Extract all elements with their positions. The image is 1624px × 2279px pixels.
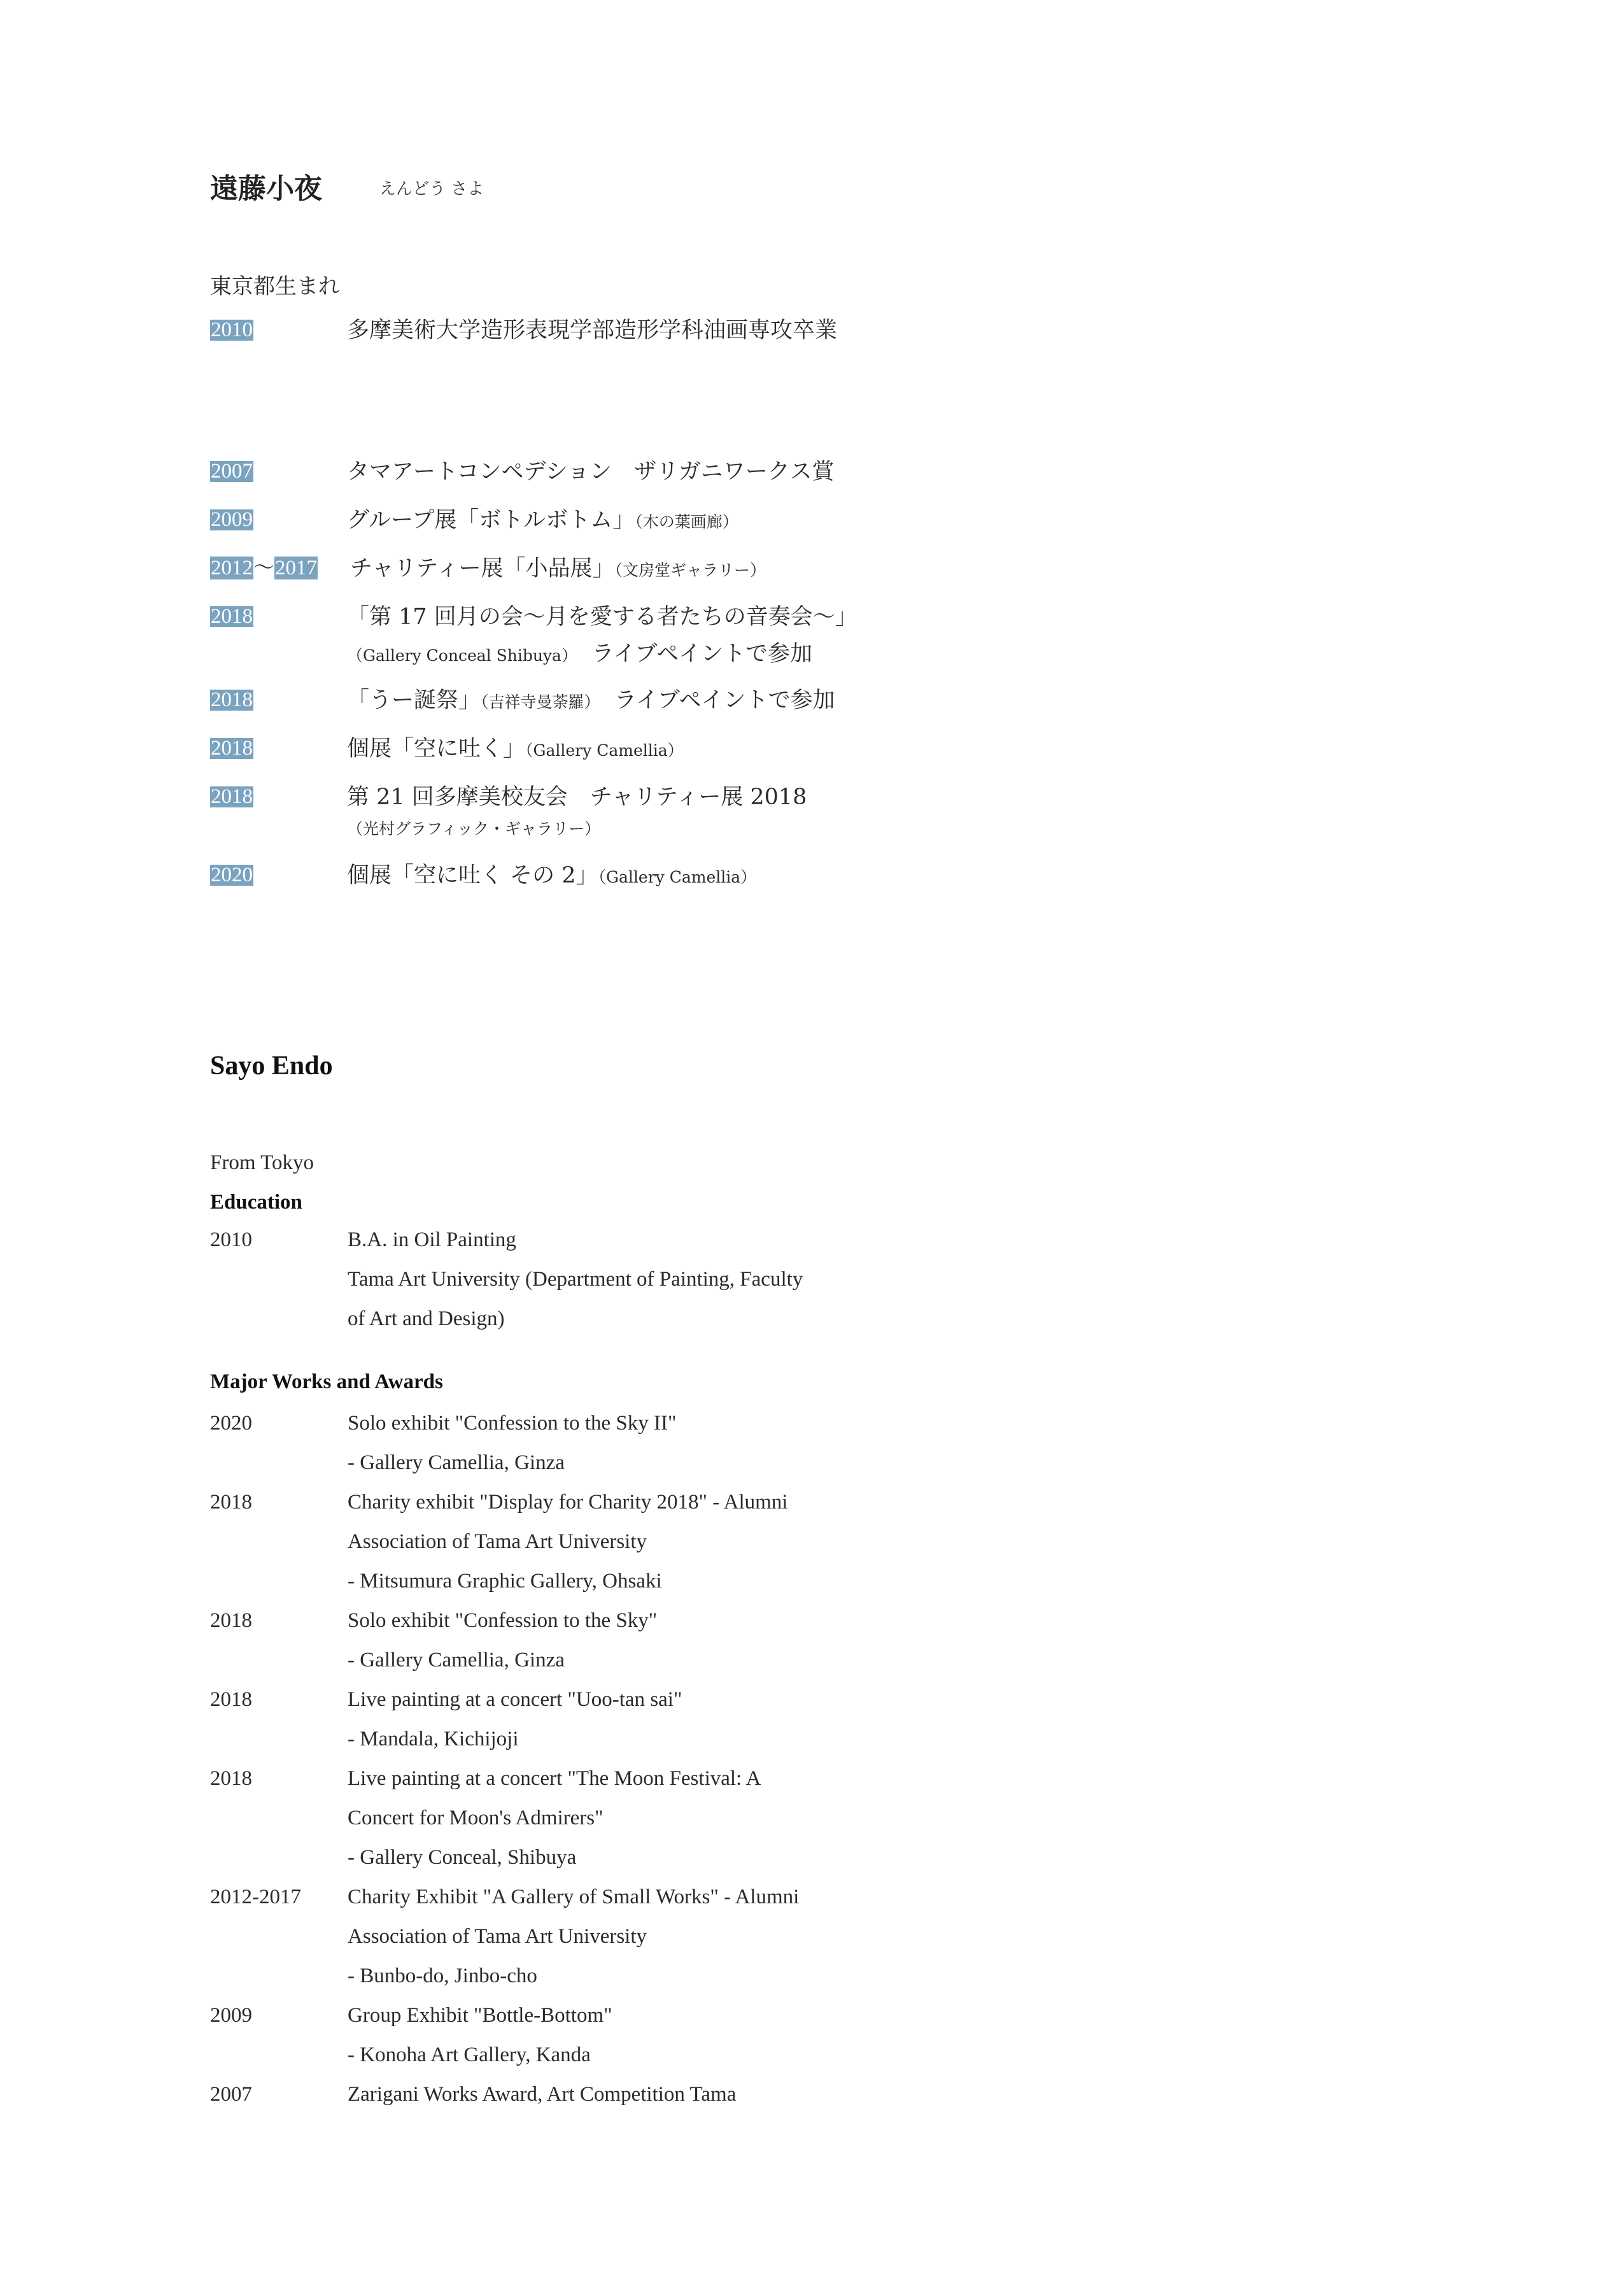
japanese-name: 遠藤小夜	[210, 173, 322, 205]
year-highlight: 2018	[211, 785, 253, 808]
year-highlight: 2018	[211, 737, 253, 760]
entry-line: Association of Tama Art University	[348, 1530, 647, 1553]
entry-year: 2020	[210, 1412, 252, 1435]
entry-line: B.A. in Oil Painting	[348, 1228, 516, 1251]
year-highlight: 2018	[211, 688, 253, 711]
year-separator: ～	[253, 557, 274, 579]
year-highlight: 2007	[211, 460, 253, 483]
item-text: チャリティー展「小品展」	[350, 556, 615, 581]
item-text: グループ展「ボトルボトム」	[347, 508, 635, 533]
entry-line: - Bunbo-do, Jinbo-cho	[348, 1964, 537, 1987]
entry-year: 2010	[210, 1228, 252, 1251]
entry-line: - Gallery Camellia, Ginza	[348, 1451, 565, 1474]
entry-line: Live painting at a concert "The Moon Festival: A	[348, 1767, 761, 1790]
item-note: ライブペイントで参加	[592, 688, 835, 713]
entry-line: Concert for Moon's Admirers"	[348, 1807, 604, 1829]
entry-year: 2009	[210, 2004, 252, 2027]
entry-line: - Mandala, Kichijoji	[348, 1728, 519, 1750]
entry-line: - Gallery Conceal, Shibuya	[348, 1846, 577, 1869]
item-text: タマアートコンペデション ザリガニワークス賞	[347, 459, 835, 485]
works-heading: Major Works and Awards	[210, 1370, 443, 1393]
item-venue: （Gallery Camellia）	[598, 868, 757, 886]
entry-line: Charity Exhibit "A Gallery of Small Works" - Alumni	[348, 1885, 800, 1908]
entry-year: 2018	[210, 1767, 252, 1790]
year-highlight: 2009	[211, 508, 253, 531]
year-highlight: 2018	[211, 605, 253, 628]
item-venue: （Gallery Camellia）	[525, 741, 684, 760]
entry-line: Live painting at a concert "Uoo-tan sai"	[348, 1688, 682, 1711]
entry-line: Group Exhibit "Bottle-Bottom"	[348, 2004, 612, 2027]
education-text: 多摩美術大学造形表現学部造形学科油画専攻卒業	[347, 318, 838, 343]
year-highlight: 2012	[211, 557, 253, 579]
entry-year: 2018	[210, 1609, 252, 1632]
item-venue: （文房堂ギャラリー）	[614, 561, 766, 579]
item-text: 個展「空に吐く その 2」	[347, 863, 598, 888]
item-text: 個展「空に吐く」	[347, 736, 526, 762]
education-heading: Education	[210, 1191, 302, 1214]
entry-line: Tama Art University (Department of Painting, Faculty	[348, 1268, 803, 1291]
entry-line: of Art and Design)	[348, 1307, 505, 1330]
name-reading: えんどう さよ	[379, 180, 484, 199]
english-name: Sayo Endo	[210, 1051, 333, 1081]
year-highlight: 2017	[275, 557, 317, 579]
entry-year: 2018	[210, 1491, 252, 1514]
item-text: 第 21 回多摩美校友会 チャリティー展 2018	[347, 785, 807, 810]
entry-line: - Mitsumura Graphic Gallery, Ohsaki	[348, 1570, 662, 1593]
entry-year: 2007	[210, 2083, 252, 2106]
entry-line: Charity exhibit "Display for Charity 2018" - Alumni	[348, 1491, 788, 1514]
entry-year: 2018	[210, 1688, 252, 1711]
year-highlight: 2020	[211, 863, 253, 886]
item-venue: （Gallery Conceal Shibuya）	[347, 646, 570, 665]
entry-line: - Konoha Art Gallery, Kanda	[348, 2043, 591, 2066]
origin-text: From Tokyo	[210, 1151, 314, 1174]
entry-line: Association of Tama Art University	[348, 1925, 647, 1948]
item-venue: （木の葉画廊）	[635, 513, 738, 531]
item-text: 「第 17 回月の会～月を愛する者たちの音奏会～」	[347, 604, 858, 630]
entry-line: Zarigani Works Award, Art Competition Tama	[348, 2083, 737, 2106]
entry-line: - Gallery Camellia, Ginza	[348, 1649, 565, 1672]
entry-line: Solo exhibit "Confession to the Sky II"	[348, 1412, 677, 1435]
entry-year: 2012-2017	[210, 1885, 301, 1908]
year-highlight: 2010	[211, 318, 253, 341]
entry-line: Solo exhibit "Confession to the Sky"	[348, 1609, 658, 1632]
birthplace: 東京都生まれ	[210, 274, 340, 299]
item-note: ライブペイントで参加	[569, 641, 812, 667]
item-text: 「うー誕祭」	[347, 688, 481, 713]
item-venue: （吉祥寺曼荼羅）	[481, 693, 593, 711]
item-venue: （光村グラフィック・ギャラリー）	[347, 820, 601, 838]
